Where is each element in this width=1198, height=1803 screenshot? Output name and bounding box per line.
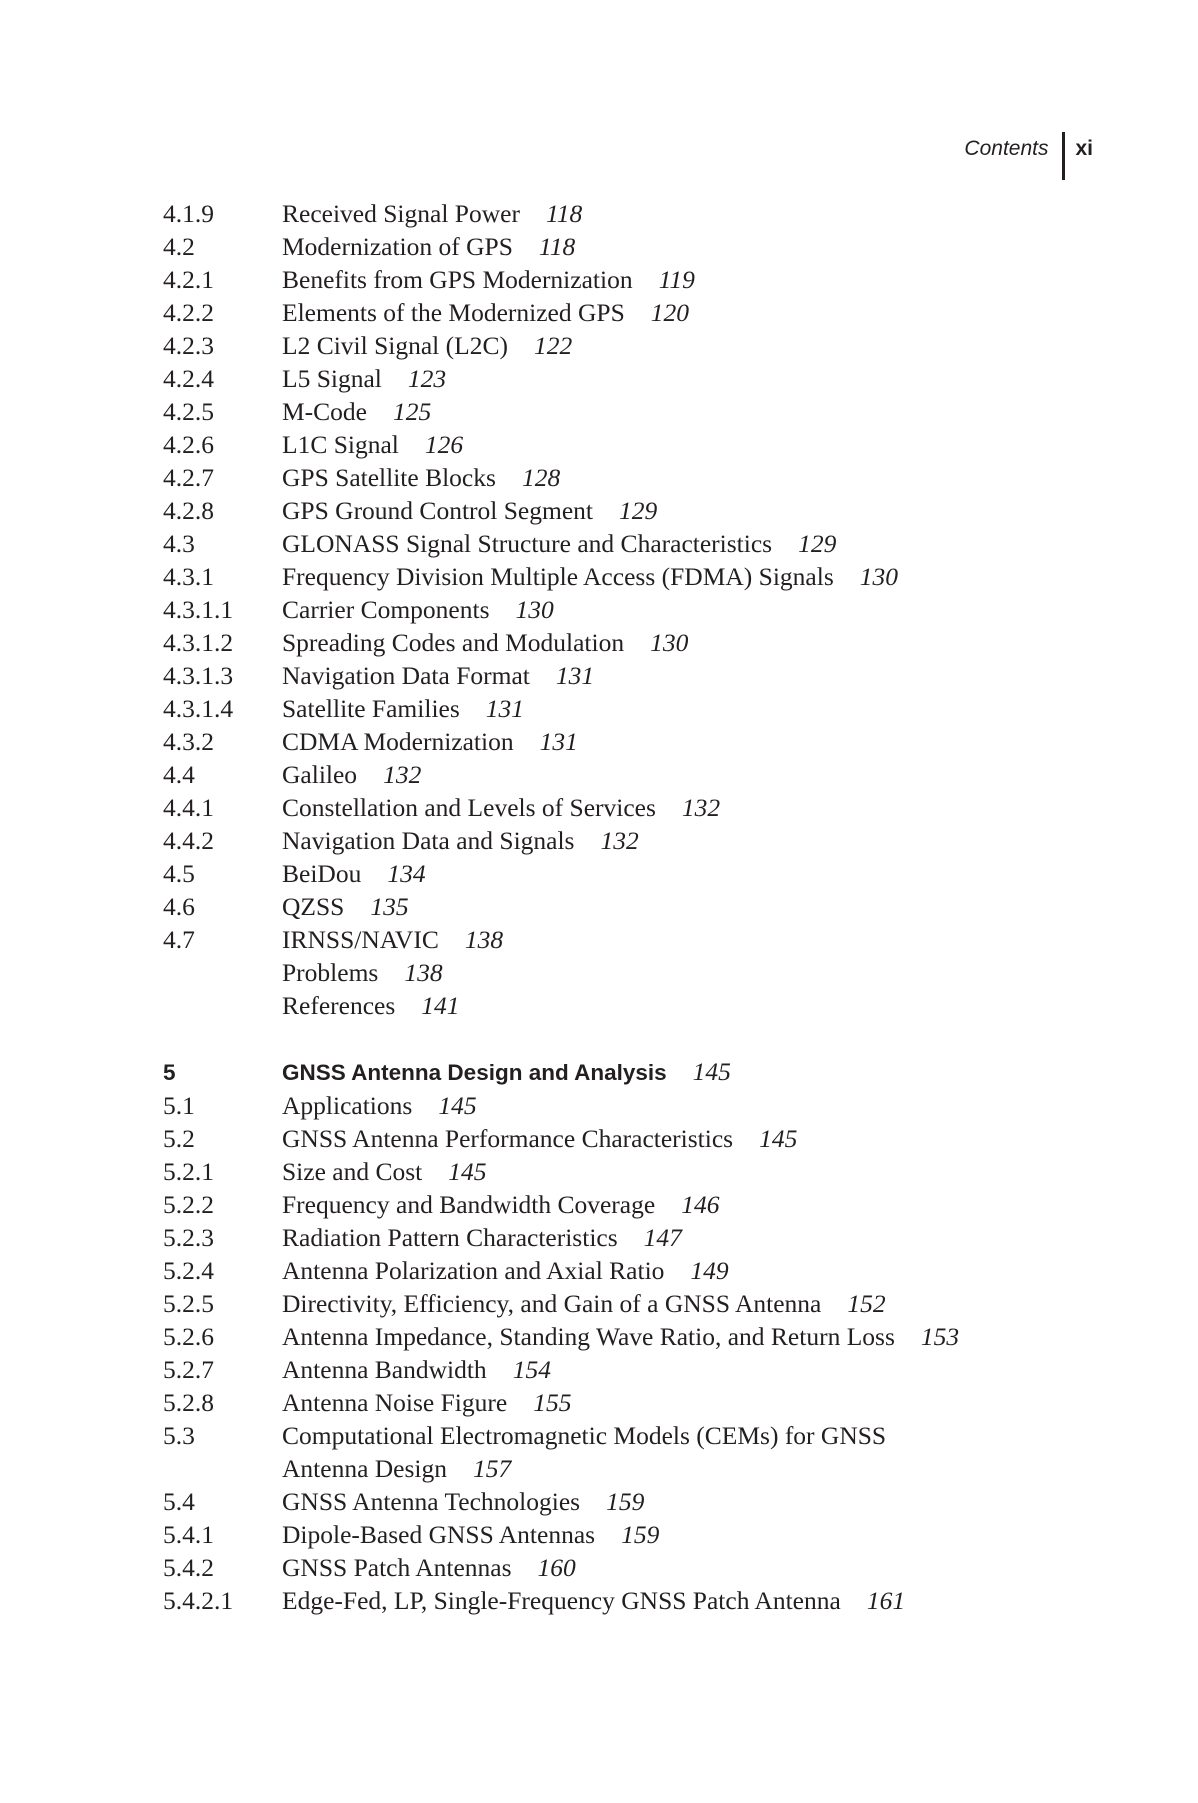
toc-entry-number: 5.3: [163, 1421, 195, 1450]
toc-section-chapter-5: [163, 1089, 1063, 1419]
toc-entry-number: 5.2: [163, 1124, 195, 1153]
toc-entry-page: 155: [533, 1388, 572, 1417]
toc-entry[interactable]: [163, 1518, 1063, 1551]
toc-entry-number: 4.6: [163, 892, 195, 921]
toc-entry-page: 119: [658, 265, 695, 294]
toc-entry-title: Antenna Noise Figure: [282, 1388, 508, 1417]
toc-entry-number: 4.1.9: [163, 199, 214, 228]
toc-entry[interactable]: [163, 1188, 1063, 1221]
toc-entry[interactable]: [163, 692, 1063, 725]
toc-entry-number: 4.7: [163, 925, 195, 954]
toc-entry-title: GNSS Antenna Performance Characteristics: [282, 1124, 734, 1153]
toc-entry-page: 131: [485, 694, 525, 723]
toc-entry[interactable]: [163, 1122, 1063, 1155]
toc-entry-number: 4.3.1.4: [163, 694, 234, 723]
toc-entry-title: CDMA Modernization: [282, 727, 514, 756]
toc-entry-title: Spreading Codes and Modulation: [282, 628, 625, 657]
toc-entry-continuation[interactable]: [163, 1452, 1063, 1485]
toc-entry[interactable]: [163, 263, 1063, 296]
toc-entry-number: 4.4: [163, 760, 195, 789]
toc-entry-number: 5.2.6: [163, 1322, 214, 1351]
toc-entry-title: QZSS: [282, 892, 345, 921]
toc-entry-title: Applications: [282, 1091, 413, 1120]
toc-entry-number: 4.3.2: [163, 727, 214, 756]
toc-entry-page: 129: [798, 529, 837, 558]
toc-entry-number: 5.2.5: [163, 1289, 214, 1318]
toc-entry-title: Navigation Data Format: [282, 661, 530, 690]
toc-entry-title: M-Code: [282, 397, 367, 426]
toc-entry-page: 145: [759, 1124, 798, 1153]
toc-entry-title: GLONASS Signal Structure and Characteristics: [282, 529, 773, 558]
toc-section-chapter-5-cont: [163, 1485, 1063, 1617]
toc-entry[interactable]: [163, 626, 1063, 659]
toc-entry[interactable]: [163, 1419, 1063, 1452]
toc-entry[interactable]: [163, 1386, 1063, 1419]
toc-entry-number: 4.2.1: [163, 265, 214, 294]
toc-entry-title: Received Signal Power: [282, 199, 520, 228]
toc-entry-title: GNSS Antenna Design and Analysis: [282, 1060, 667, 1085]
toc-entry-page: 154: [512, 1355, 551, 1384]
toc-entry-title: Antenna Bandwidth: [282, 1355, 487, 1384]
toc-entry-title: Satellite Families: [282, 694, 460, 723]
toc-entry-number: 4.3.1.2: [163, 628, 234, 657]
toc-entry-page: 129: [618, 496, 658, 525]
toc-entry[interactable]: [163, 923, 1063, 956]
toc-entry-page: 138: [404, 958, 443, 987]
toc-entry-number: 4.2.6: [163, 430, 214, 459]
toc-entry[interactable]: [163, 1353, 1063, 1386]
toc-entry-title: Benefits from GPS Modernization: [282, 265, 633, 294]
toc-entry-title: Elements of the Modernized GPS: [282, 298, 625, 327]
toc-entry-page: 152: [847, 1289, 886, 1318]
toc-section-chapter-4: [163, 197, 1063, 1022]
toc-entry[interactable]: [163, 197, 1063, 230]
toc-entry-number: 5.2.7: [163, 1355, 214, 1384]
toc-entry-page: 135: [370, 892, 409, 921]
toc-entry-page: 134: [387, 859, 426, 888]
toc-entry-page: 160: [537, 1553, 576, 1582]
toc-entry-number: 4.2: [163, 232, 195, 261]
toc-entry-page: 157: [473, 1454, 512, 1483]
toc-entry-title: L1C Signal: [282, 430, 399, 459]
toc-entry-title: GNSS Antenna Technologies: [282, 1487, 581, 1516]
toc-entry-title: GNSS Patch Antennas: [282, 1553, 512, 1582]
toc-entry-number: 5.4: [163, 1487, 195, 1516]
toc-entry-page: 130: [650, 628, 689, 657]
toc-entry[interactable]: [163, 395, 1063, 428]
toc-entry-title: Size and Cost: [282, 1157, 423, 1186]
toc-entry-title: Navigation Data and Signals: [282, 826, 575, 855]
toc-entry-number: 5.2.8: [163, 1388, 214, 1417]
toc-entry-page: 122: [533, 331, 573, 360]
toc-entry-page: 130: [515, 595, 554, 624]
toc-entry-page: 130: [859, 562, 898, 591]
toc-entry-page: 159: [606, 1487, 645, 1516]
toc-entry[interactable]: [163, 1584, 1063, 1617]
toc-entry-number: 5: [163, 1060, 176, 1085]
toc-entry-page: 132: [600, 826, 639, 855]
toc-entry[interactable]: [163, 890, 1063, 923]
toc-entry[interactable]: [163, 428, 1063, 461]
toc-entry-number: 4.2.5: [163, 397, 214, 426]
toc-chapter-heading[interactable]: [163, 1055, 1063, 1089]
table-of-contents: [163, 197, 1063, 1617]
toc-entry-page: 120: [650, 298, 690, 327]
toc-entry-page: 118: [545, 199, 583, 228]
toc-entry-page: 132: [681, 793, 721, 822]
toc-entry[interactable]: [163, 296, 1063, 329]
toc-entry-number: 5.4.2.1: [163, 1586, 234, 1615]
toc-entry-title: Carrier Components: [282, 595, 490, 624]
toc-entry-page: 147: [643, 1223, 682, 1252]
toc-entry-title: Antenna Impedance, Standing Wave Ratio, and Return Loss: [282, 1322, 895, 1351]
toc-entry-number: 4.4.1: [163, 793, 214, 822]
toc-entry[interactable]: [163, 1551, 1063, 1584]
toc-entry-number: 4.4.2: [163, 826, 214, 855]
toc-entry[interactable]: [163, 989, 1063, 1022]
toc-entry-page: 123: [407, 364, 447, 393]
toc-entry-number: 5.2.2: [163, 1190, 214, 1219]
toc-entry-title: GPS Satellite Blocks: [282, 463, 496, 492]
toc-entry-number: 4.3.1.1: [163, 595, 234, 624]
toc-entry[interactable]: [163, 1320, 1063, 1353]
running-head: [964, 132, 1093, 180]
toc-entry-number: 4.5: [163, 859, 195, 888]
toc-entry-number: 4.2.2: [163, 298, 214, 327]
toc-entry-title: Frequency and Bandwidth Coverage: [282, 1190, 656, 1219]
toc-entry-title: Galileo: [282, 760, 358, 789]
toc-entry-title: L2 Civil Signal (L2C): [282, 331, 508, 360]
toc-entry[interactable]: [163, 461, 1063, 494]
toc-entry-number: 4.3.1.3: [163, 661, 234, 690]
toc-entry-title: Dipole-Based GNSS Antennas: [282, 1520, 596, 1549]
toc-entry-title: IRNSS/NAVIC: [282, 925, 439, 954]
toc-entry[interactable]: [163, 758, 1063, 791]
toc-entry[interactable]: [163, 230, 1063, 263]
toc-entry[interactable]: [163, 362, 1063, 395]
toc-entry-page: 131: [555, 661, 595, 690]
toc-entry[interactable]: [163, 560, 1063, 593]
toc-entry[interactable]: [163, 857, 1063, 890]
toc-entry-number: 5.2.3: [163, 1223, 214, 1252]
toc-entry-number: 5.1: [163, 1091, 195, 1120]
toc-entry[interactable]: [163, 791, 1063, 824]
toc-entry-title: Antenna Polarization and Axial Ratio: [282, 1256, 665, 1285]
toc-entry-title: Constellation and Levels of Services: [282, 793, 656, 822]
toc-entry-page: 159: [621, 1520, 660, 1549]
toc-entry-title: Radiation Pattern Characteristics: [282, 1223, 618, 1252]
toc-entry-number: 4.2.8: [163, 496, 214, 525]
toc-entry-title: Frequency Division Multiple Access (FDMA) Signals: [282, 562, 834, 591]
toc-entry-page: 118: [538, 232, 576, 261]
toc-entry-number: 4.3.1: [163, 562, 214, 591]
toc-entry[interactable]: [163, 725, 1063, 758]
chapter-spacer: [163, 1022, 1063, 1055]
toc-entry-number: 4.2.3: [163, 331, 214, 360]
toc-entry-page: 131: [539, 727, 578, 756]
toc-entry-page: 146: [681, 1190, 720, 1219]
toc-entry-number: 5.4.2: [163, 1553, 214, 1582]
toc-entry-page: 145: [692, 1057, 731, 1086]
toc-entry-title: References: [282, 991, 396, 1020]
toc-entry[interactable]: [163, 329, 1063, 362]
toc-entry-page: 145: [448, 1157, 487, 1186]
toc-entry-title: GPS Ground Control Segment: [282, 496, 593, 525]
toc-entry-page: 128: [521, 463, 561, 492]
toc-entry[interactable]: [163, 1287, 1063, 1320]
toc-entry-page: 149: [690, 1256, 729, 1285]
toc-entry-title: Problems: [282, 958, 379, 987]
toc-entry-title: Modernization of GPS: [282, 232, 513, 261]
toc-entry[interactable]: [163, 1221, 1063, 1254]
toc-entry-page: 138: [464, 925, 504, 954]
page-number: xi: [1075, 137, 1093, 160]
toc-entry[interactable]: [163, 956, 1063, 989]
toc-entry-page: 161: [866, 1586, 906, 1615]
toc-entry-page: 141: [421, 991, 460, 1020]
toc-entry[interactable]: [163, 1089, 1063, 1122]
running-head-label: Contents: [964, 137, 1049, 160]
toc-entry-title: Antenna Design: [282, 1454, 448, 1483]
toc-entry-page: 125: [393, 397, 432, 426]
toc-entry-number: 5.2.4: [163, 1256, 214, 1285]
toc-entry-page: 132: [383, 760, 422, 789]
toc-entry-title: BeiDou: [282, 859, 362, 888]
toc-entry-title: L5 Signal: [282, 364, 382, 393]
toc-entry[interactable]: [163, 1254, 1063, 1287]
toc-entry-number: 5.4.1: [163, 1520, 214, 1549]
toc-entry-number: 4.3: [163, 529, 195, 558]
toc-entry-page: 126: [424, 430, 464, 459]
toc-entry-title: Computational Electromagnetic Models (CEMs) for GNSS: [282, 1421, 887, 1450]
toc-entry[interactable]: [163, 527, 1063, 560]
toc-entry-page: 153: [920, 1322, 960, 1351]
toc-entry[interactable]: [163, 593, 1063, 626]
toc-entry-number: 5.2.1: [163, 1157, 214, 1186]
toc-entry[interactable]: [163, 494, 1063, 527]
toc-entry-page: 145: [438, 1091, 477, 1120]
toc-entry[interactable]: [163, 1155, 1063, 1188]
toc-entry[interactable]: [163, 824, 1063, 857]
toc-entry-number: 4.2.4: [163, 364, 214, 393]
toc-entry-title: Edge-Fed, LP, Single-Frequency GNSS Patch Antenna: [282, 1586, 841, 1615]
toc-entry-number: 4.2.7: [163, 463, 214, 492]
toc-entry-title: Directivity, Efficiency, and Gain of a GNSS Antenna: [282, 1289, 822, 1318]
toc-entry[interactable]: [163, 1485, 1063, 1518]
toc-entry[interactable]: [163, 659, 1063, 692]
